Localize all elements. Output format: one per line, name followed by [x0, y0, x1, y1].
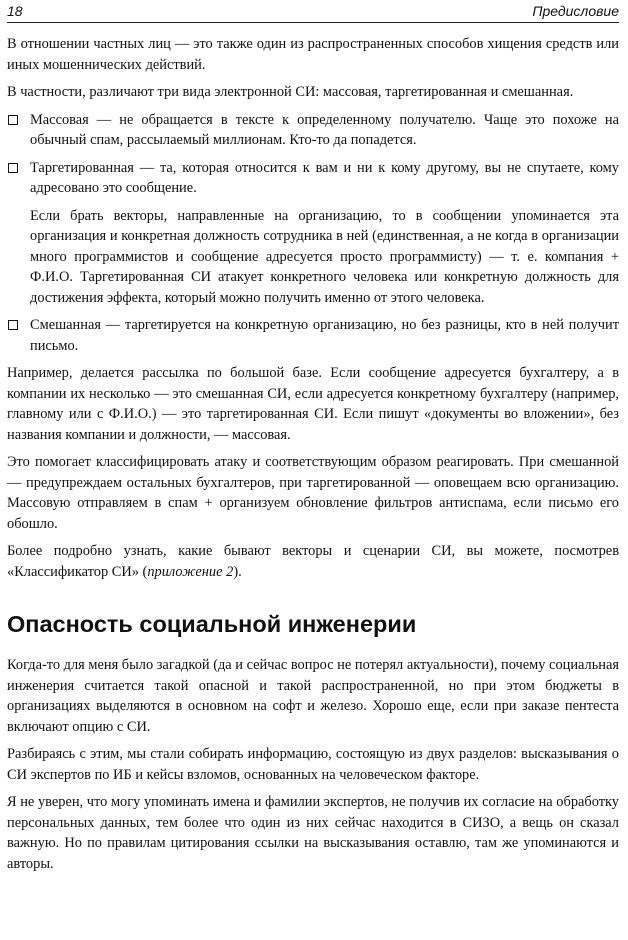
list-item-text: Таргетированная — та, которая относится к вам и ни к кому другому, вы не спутаете, кому адресовано это сообщение. [30, 159, 619, 196]
paragraph: Например, делается рассылка по большой базе. Если сообщение адресуется бухгалтеру, а в компании их несколько — это смешанная СИ, если адресуется конкретному бухгалтеру (например, главному или с Ф.И.О.) — это таргетированная СИ. Если пишут «документы во вложении», без названия компании и должности, — массовая. [7, 365, 619, 443]
page-number: 18 [7, 3, 23, 19]
paragraph-text: Более подробно узнать, какие бывают векторы и сценарии СИ, вы можете, посмотрев «Классификатор СИ» ( [7, 543, 619, 580]
paragraph-with-reference [7, 541, 619, 582]
list-item-mass [7, 110, 619, 151]
page-body [7, 34, 619, 881]
list-item-continuation: Если брать векторы, направленные на организацию, то в сообщении упоминается эта организация и конкретная должность сотрудника в ней (единственная, а не когда в организации много программистов и сообщение адресуется просто программисту) — т. е. компания + Ф.И.О. Таргетированная СИ атакует конкретного человека или конкретную должность для достижения эффекта, который можно получить именно от этого человека. [30, 207, 619, 306]
running-header [7, 0, 619, 23]
list-item-text: Массовая — не обращается в тексте к определенному получателю. Чаще это похоже на обычный спам, рассылаемый миллионам. Кто-то да попадется. [30, 111, 619, 148]
section-heading: Опасность социальной инженерии [7, 611, 417, 637]
list-item-mixed [7, 315, 619, 356]
paragraph-text-end: ). [233, 563, 242, 580]
list-item-text: Смешанная — таргетируется на конкретную организацию, но без разницы, кто в ней получит письмо. [30, 317, 619, 354]
paragraph: Когда-то для меня было загадкой (да и сейчас вопрос не потерял актуальности), почему социальная инженерия считается такой опасной и такой распространенной, но при этом бюджеты в организациях выделяются в основном на софт и железо. Хорошо еще, если при заказе пентеста включают опцию с СИ. [7, 657, 620, 735]
appendix-reference: приложение 2 [147, 563, 234, 580]
checkbox-icon [8, 163, 18, 173]
paragraph: Я не уверен, что могу упоминать имена и фамилии экспертов, не получив их согласие на обработку персональных данных, тем более что один из них сейчас находится в СИЗО, а вещь он сказал важную. Но по правилам цитирования ссылки на высказывания оставлю, там же упоминаются и авторы. [7, 794, 619, 872]
paragraph: В частности, различают три вида электронной СИ: массовая, таргетированная и смешанная. [7, 84, 574, 100]
section-title: Предисловие [532, 3, 619, 19]
paragraph: В отношении частных лиц — это также один из распространенных способов хищения средств или иных мошеннических действий. [7, 36, 619, 73]
checkbox-icon [8, 115, 18, 125]
paragraph: Разбираясь с этим, мы стали собирать информацию, состоящую из двух разделов: высказывания о СИ экспертов по ИБ и кейсы взломов, основанных на человеческом факторе. [7, 746, 619, 783]
list-item-targeted [7, 158, 619, 199]
checkbox-icon [8, 320, 18, 330]
paragraph: Это помогает классифицировать атаку и соответствующим образом реагировать. При смешанной — предупреждаем остальных бухгалтеров, при таргетированной — оповещаем всю организацию. Массовую отправляем в спам + организуем обновление фильтров антиспама, если письмо его обошло. [7, 454, 619, 532]
